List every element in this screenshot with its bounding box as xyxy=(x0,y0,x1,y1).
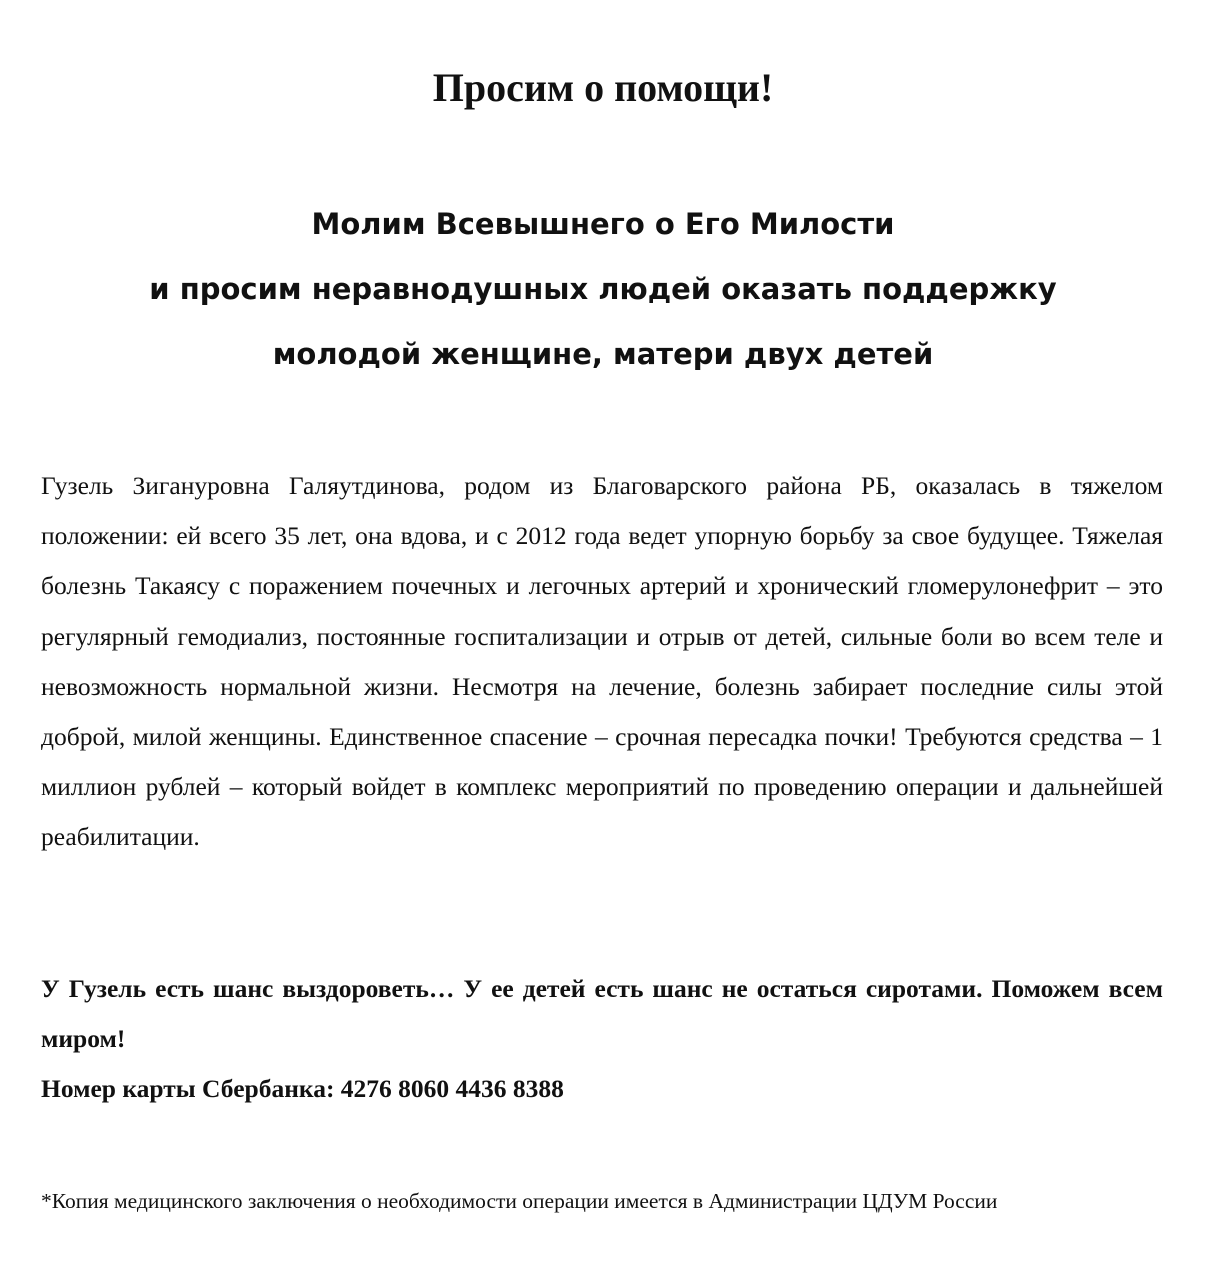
subtitle-line-1: Молим Всевышнего о Его Милости xyxy=(311,207,895,241)
subtitle-line-2: и просим неравнодушных людей оказать поддержку xyxy=(149,272,1057,306)
document-subtitle xyxy=(0,198,1206,393)
card-number: Номер карты Сбербанка: 4276 8060 4436 8388 xyxy=(41,1074,564,1103)
subtitle-line-3: молодой женщине, матери двух детей xyxy=(272,337,934,371)
footnote: *Копия медицинского заключения о необходимости операции имеется в Администрации ЦДУМ России xyxy=(41,1189,998,1213)
appeal-text: У Гузель есть шанс выздороветь… У ее детей есть шанс не остаться сиротами. Поможем всем миром! xyxy=(41,974,1163,1053)
appeal-block xyxy=(41,964,1163,1114)
document-title: Просим о помощи! xyxy=(432,65,774,110)
body-paragraph: Гузель Зигануровна Галяутдинова, родом из Благоварского района РБ, оказалась в тяжелом положении: ей всего 35 лет, она вдова, и с 2012 года ведет упорную борьбу за свое будущее. Тяжелая болезнь Такаясу с поражением почечных и легочных артерий и хронический гломерулонефрит – это регулярный гемодиализ, постоянные госпитализации и отрыв от детей, сильные боли во всем теле и невозможность нормальной жизни. Несмотря на лечение, болезнь забирает последние силы этой доброй, милой женщины. Единственное спасение – срочная пересадка почки! Требуются средства – 1 миллион рублей – который войдет в комплекс мероприятий по проведению операции и дальнейшей реабилитации. xyxy=(41,471,1163,852)
